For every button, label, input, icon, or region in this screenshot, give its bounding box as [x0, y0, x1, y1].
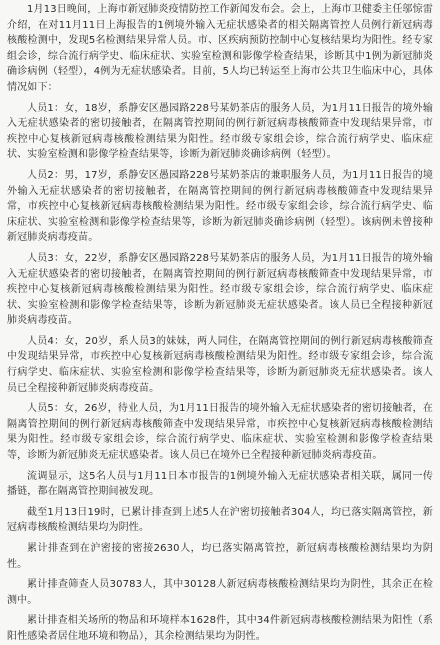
- intro-paragraph: 1月13日晚间，上海市新冠肺炎疫情防控工作新闻发布会。会上，上海市卫健委主任邬惊雷介绍，在对11月11日上海报告的1例境外输入无症状感染者的相关隔离管控人员例行新冠病毒核酸检测中，发现5名检测结果异常人员。市、区疾病预防控制中心复核结果均为阳性。经专家组会诊，综合流行病学史、临床症状、实验室检测和影像学检查结果，诊断其中1例为新冠肺炎确诊病例（轻型），4例为无症状感染者。目前，5人均已转运至上海市公共卫生临床中心，具体情况如下：: [7, 4, 433, 93]
- case-1-paragraph: 人员1：女，18岁，系静安区愚园路228号某奶茶店的服务人员，为1月11日报告的境外输入无症状感染者的密切接触者，在隔离管控期间的例行新冠病毒核酸筛查中发现结果异常，市疾控中心复核新冠病毒核酸检测结果为阳性。经市级专家组会诊，综合流行病学史、临床症状、实验室检测和影像学检查结果等，诊断为新冠肺炎确诊病例（轻型）。: [7, 102, 433, 161]
- epidemiology-paragraph: 流调显示，这5名人员与1月11日本市报告的1例境外输入无症状感染者相关联，属同一传播链，都在隔离管控期间被发现。: [7, 470, 433, 498]
- close-contacts-paragraph: 截至1月13日19时，已累计排查到上述5人在沪密切接触者304人，均已落实隔离管控，新冠病毒核酸检测结果均为阴性。: [7, 506, 433, 534]
- article-body: [7, 2, 433, 645]
- case-5-paragraph: 人员5：女，26岁，待业人员，为1月11日报告的境外输入无症状感染者的密切接触者，在隔离管控期间的例行新冠病毒核酸筛查中发现结果异常，市疾控中心复核新冠病毒核酸检测结果为阳性。经市级专家组会诊，综合流行病学史、临床症状、实验室检测和影像学检查结果等，诊断为新冠肺炎无症状感染者。该人员已在境外已全程接种新冠肺炎病毒疫苗。: [7, 403, 433, 462]
- secondary-contacts-paragraph: 累计排查到在沪密接的密接2630人，均已落实隔离管控，新冠病毒核酸检测结果均为阴性。: [7, 543, 433, 570]
- case-3-paragraph: 人员3：女，22岁，系静安区愚园路228号某奶茶店的服务人员，为1月11日报告的境外输入无症状感染者的密切接触者，在隔离管控期间的例行新冠病毒核酸筛查中发现结果异常，市疾控中心复核新冠病毒核酸检测结果为阳性。经市级专家组会诊，综合流行病学史、临床症状、实验室检测和影像学检查结果等，诊断为新冠肺炎无症状感染者。该人员已全程接种新冠肺炎病毒疫苗。: [7, 252, 433, 327]
- case-4-paragraph: 人员4：女，20岁，系人员3的妹妹，两人同住，在隔离管控期间的例行新冠病毒核酸筛查中发现结果异常，市疾控中心复核新冠病毒核酸检测结果为阳性。经市级专家组会诊，综合流行病学史、临床症状、实验室检测和影像学检查结果等，诊断为新冠肺炎无症状感染者。该人员已全程接种新冠肺炎病毒疫苗。: [7, 335, 433, 394]
- screening-paragraph: 累计排查筛查人员30783人，其中30128人新冠病毒核酸检测结果均为阴性，其余正在检测中。: [7, 579, 433, 606]
- case-2-paragraph: 人员2：男，17岁，系静安区愚园路228号某奶茶店的兼职服务人员，为1月11日报告的境外输入无症状感染者的密切接触者，在隔离管控期间的例行新冠病毒核酸筛查中发现结果异常，市疾控中心复核新冠病毒核酸检测结果为阳性。经市级专家组会诊，综合流行病学史、临床症状、实验室检测和影像学检查结果等，诊断为新冠肺炎确诊病例（轻型）。该病例未曾接种新冠肺炎病毒疫苗。: [7, 169, 433, 244]
- environment-samples-paragraph: 累计排查相关场所的物品和环境样本1628件，其中34件新冠病毒核酸检测结果为阳性（系阳性感染者居住地环境和物品），其余检测结果均为阴性。: [7, 615, 433, 642]
